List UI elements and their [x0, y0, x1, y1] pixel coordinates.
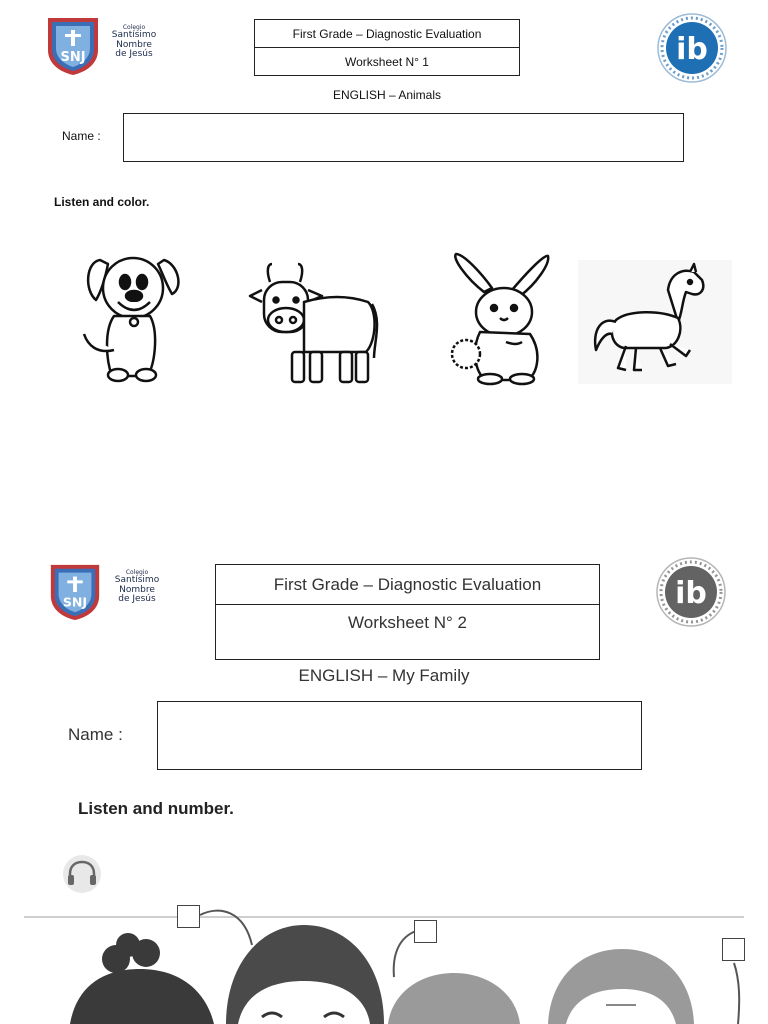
- header-title: First Grade – Diagnostic Evaluation: [216, 565, 599, 605]
- header-table: [215, 564, 600, 660]
- school-line-2: Santísimo: [114, 575, 160, 586]
- instruction: Listen and color.: [54, 195, 150, 209]
- ib-logo-icon: [656, 12, 730, 91]
- school-line-2: Santísimo: [111, 30, 157, 41]
- subject-title: ENGLISH – My Family: [298, 666, 470, 685]
- headphones-icon[interactable]: [61, 855, 103, 898]
- ib-logo-text: ib: [676, 32, 708, 67]
- number-box-3[interactable]: [722, 938, 745, 961]
- header-table: [254, 19, 520, 76]
- ib-logo-icon: [655, 556, 729, 635]
- instruction: Listen and number.: [78, 799, 234, 818]
- cow-icon[interactable]: [248, 262, 383, 392]
- header-worksheet-number: Worksheet N° 1: [345, 54, 429, 69]
- school-crest-icon: [46, 563, 104, 626]
- name-field[interactable]: [123, 113, 684, 162]
- school-line-4: de Jesús: [115, 49, 153, 60]
- rabbit-icon[interactable]: [446, 252, 552, 392]
- school-name: [108, 570, 166, 605]
- subject-title: ENGLISH – Animals: [332, 88, 442, 102]
- name-field[interactable]: [157, 701, 642, 770]
- school-line-1: Colegio: [125, 569, 149, 576]
- school-line-3: Nombre: [119, 584, 155, 595]
- school-crest-icon: [46, 16, 100, 81]
- family-drawing: [0, 905, 768, 1024]
- number-box-2[interactable]: [414, 920, 437, 943]
- school-name: [106, 25, 162, 60]
- school-line-3: Nombre: [116, 39, 152, 50]
- school-line-4: de Jesús: [118, 594, 156, 605]
- crest-text: SNJ: [60, 50, 86, 65]
- ib-logo-text: ib: [675, 576, 707, 611]
- header-worksheet-number: Worksheet N° 2: [348, 613, 467, 632]
- number-box-1[interactable]: [177, 905, 200, 928]
- name-label: Name :: [62, 129, 101, 143]
- family-illustration: [0, 905, 768, 1024]
- name-label: Name :: [68, 725, 123, 744]
- school-line-1: Colegio: [122, 24, 146, 31]
- dog-icon[interactable]: [78, 250, 188, 390]
- header-title: First Grade – Diagnostic Evaluation: [255, 20, 519, 48]
- crest-text: SNJ: [62, 594, 88, 610]
- horse-icon[interactable]: [578, 260, 732, 384]
